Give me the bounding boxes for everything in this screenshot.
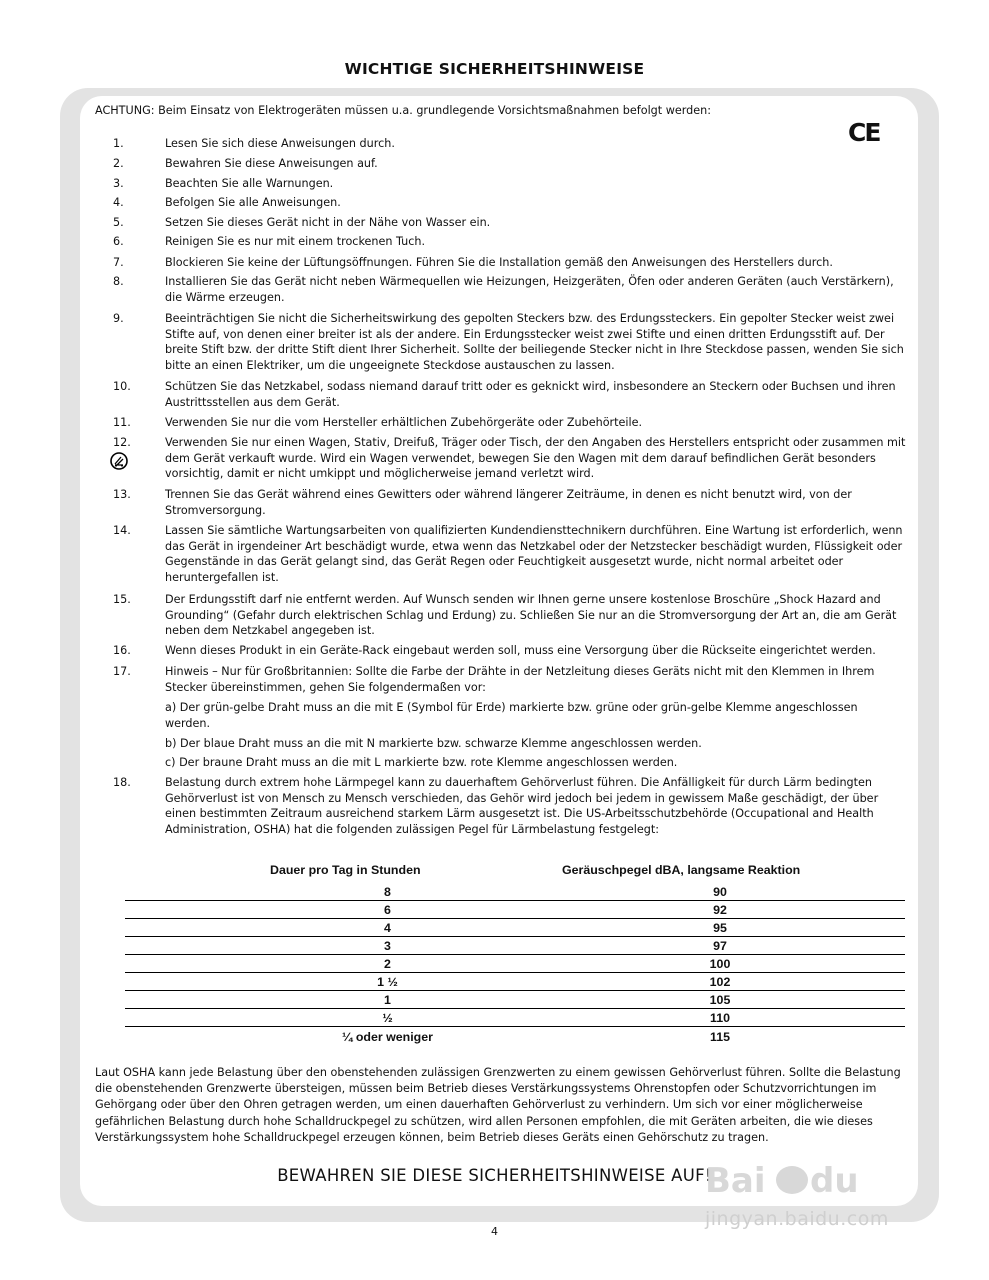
sub-item: c) Der braune Draht muss an die mit L markierte bzw. rote Klemme angeschlossen werden.: [165, 756, 678, 769]
table-row: 4 95: [384, 921, 727, 935]
table-row: 2 100: [384, 957, 731, 971]
table-divider: [125, 918, 905, 919]
table-divider: [125, 936, 905, 937]
ce-mark-icon: CE: [848, 118, 880, 147]
warning-text: ACHTUNG: Beim Einsatz von Elektrogeräten müssen u.a. grundlegende Vorsichtsmaßnahmen befolgt werden:: [95, 104, 712, 117]
table-row: 3 97: [384, 939, 727, 953]
baidu-watermark-icon: [700, 1150, 950, 1250]
table-row: 8 90: [384, 885, 727, 899]
table-divider: [125, 1008, 905, 1009]
table-row: ½ 110: [382, 1011, 730, 1025]
table-divider: [125, 1026, 905, 1027]
table-divider: [125, 990, 905, 991]
table-row: 1 105: [384, 993, 731, 1007]
svg-text:Bai: Bai: [705, 1161, 766, 1201]
sub-item: a) Der grün-gelbe Draht muss an die mit E (Symbol für Erde) markierte bzw. grüne oder grün-gelbe Klemme angeschlossen werden.: [165, 701, 858, 730]
table-divider: [125, 954, 905, 955]
svg-text:du: du: [810, 1161, 859, 1201]
table-row: 1 ½ 102: [377, 975, 731, 989]
page-title: WICHTIGE SICHERHEITSHINWEISE: [344, 60, 645, 78]
sub-item: b) Der blaue Draht muss an die mit N markierte bzw. schwarze Klemme angeschlossen werden.: [165, 737, 702, 750]
table-divider: [125, 900, 905, 901]
osha-paragraph: Laut OSHA kann jede Belastung über den obenstehenden zulässigen Grenzwerten zu einem gewissen Gehörverlust führen. Sollte die Belastung die obenstehenden Grenzwerte übersteigen, müssen beim Betrieb dieses Verstärkungssystems Ohrenstopfen oder Schutzvorrichtungen im Gehörgang oder über den Ohren getragen werden, um einen dauerhaften Gehörverlust zu verhindern. Um sich vor einer möglicherweise gefährlichen Belastung durch hohe Schalldruckpegel zu schützen, wird allen Personen empfohlen, die mit Geräten arbeiten, die wie dieses Verstärkungssystem hohe Schalldruckpegel erzeugen können, beim Betrieb dieses Geräts einen Gehörschutz zu tragen.: [95, 1066, 901, 1144]
watermark-url: jingyan.baidu.com: [705, 1208, 889, 1230]
table-row: ¼ oder weniger 115: [342, 1030, 730, 1044]
page-number: 4: [491, 1225, 498, 1238]
table-row: 6 92: [384, 903, 727, 917]
closing-heading: BEWAHREN SIE DIESE SICHERHEITSHINWEISE AUF!: [277, 1166, 712, 1185]
cart-tipover-warning-icon: [110, 452, 128, 470]
table-header-hours: Dauer pro Tag in Stunden: [270, 863, 421, 877]
table-header-dba: Geräuschpegel dBA, langsame Reaktion: [562, 863, 801, 877]
table-divider: [125, 972, 905, 973]
